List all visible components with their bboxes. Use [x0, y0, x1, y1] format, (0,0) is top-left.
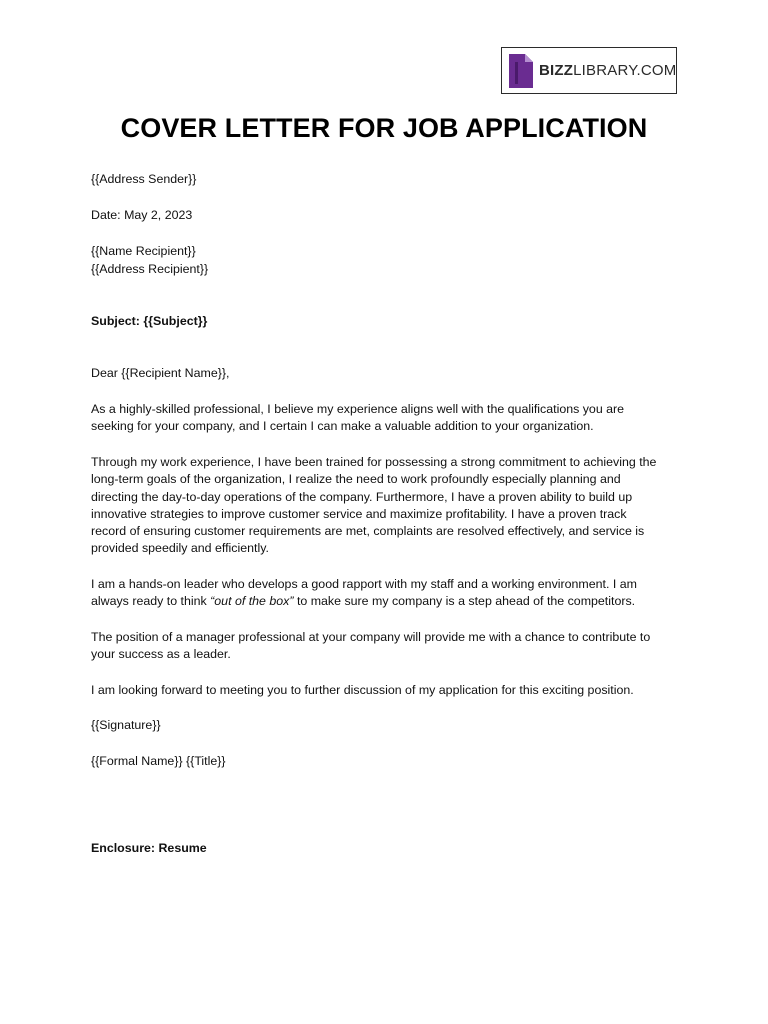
brand-logo-text-bold: BIZZ [539, 62, 574, 79]
paragraph-line: innovative strategies to improve customer service and maximize profitability. I have a proven track [91, 506, 627, 521]
formal-name-title: {{Formal Name}} {{Title}} [91, 754, 226, 768]
date-value: May 2, 2023 [124, 208, 193, 222]
paragraph-5 [91, 682, 681, 699]
paragraph-text: always ready to think [91, 594, 211, 609]
paragraph-line: directing the day-to-day operations of the company. Furthermore, I have a proven ability to build up [91, 489, 633, 504]
paragraph-line: As a highly-skilled professional, I believe my experience aligns well with the qualifications you are [91, 402, 625, 416]
brand-logo-text [539, 62, 677, 79]
paragraph-3 [91, 576, 681, 611]
sender-address: {{Address Sender}} [91, 172, 197, 186]
paragraph-line: record of ensuring customer requirements are met, complaints are resolved effectively, and service is [91, 524, 645, 539]
paragraph-4 [91, 629, 681, 664]
paragraph-text: to make sure my company is a step ahead of the competitors. [293, 594, 636, 609]
paragraph-line: Through my work experience, I have been trained for possessing a strong commitment to achieving the [91, 455, 657, 469]
salutation: Dear {{Recipient Name}}, [91, 366, 230, 380]
paragraph-line [91, 593, 681, 610]
recipient-name: {{Name Recipient}} [91, 244, 196, 258]
signature-placeholder: {{Signature}} [91, 718, 161, 732]
paragraph-line: long-term goals of the organization, I realize the need to work profoundly especially planning and [91, 472, 621, 487]
enclosure-line: Enclosure: Resume [91, 841, 207, 855]
subject-label: Subject: [91, 314, 144, 328]
subject-line [91, 313, 207, 330]
paragraph-2 [91, 454, 681, 558]
brand-logo [501, 47, 677, 94]
emphasized-phrase: “out of the box” [210, 594, 294, 609]
paragraph-line: I am looking forward to meeting you to further discussion of my application for this exciting position. [91, 683, 634, 697]
paragraph-line: seeking for your company, and I certain I can make a valuable addition to your organization. [91, 419, 594, 434]
recipient-address: {{Address Recipient}} [91, 262, 209, 276]
subject-value: {{Subject}} [143, 314, 208, 328]
paragraph-1 [91, 401, 681, 436]
paragraph-line: your success as a leader. [91, 647, 231, 662]
date-label: Date: [91, 208, 125, 222]
page-title: COVER LETTER FOR JOB APPLICATION [120, 113, 648, 143]
paragraph-line: provided speedily and efficiently. [91, 541, 269, 556]
paragraph-line: I am a hands-on leader who develops a good rapport with my staff and a working environment. I am [91, 577, 637, 591]
brand-logo-text-regular: LIBRARY.COM [573, 62, 677, 79]
date-line [91, 207, 192, 224]
document-logo-icon [509, 54, 533, 88]
paragraph-line: The position of a manager professional at your company will provide me with a chance to contribute to [91, 630, 651, 644]
